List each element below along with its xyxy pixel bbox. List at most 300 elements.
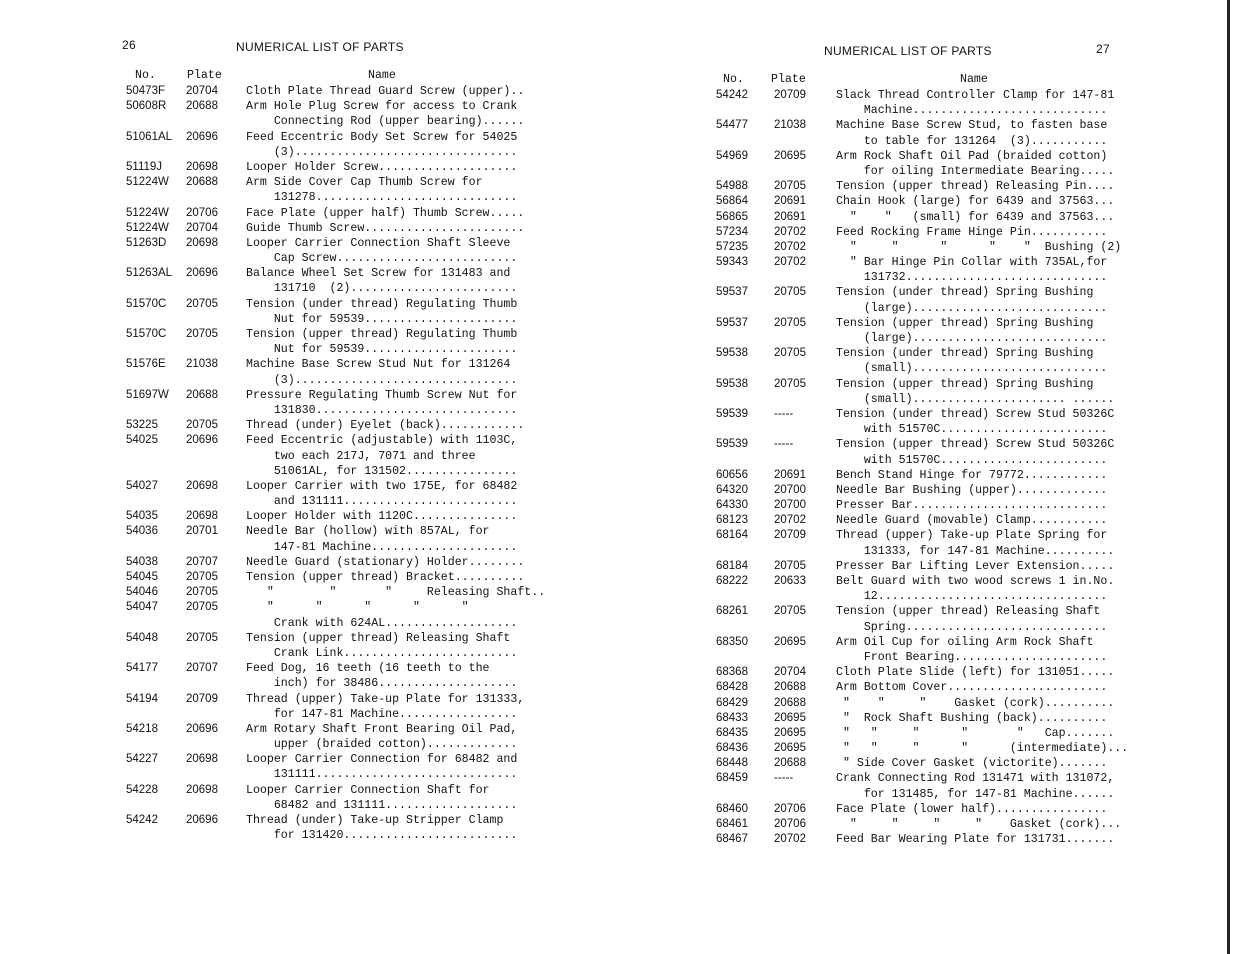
part-name: [246, 783, 526, 813]
part-name-line: Feed Rocking Frame Hinge Pin...........: [836, 225, 1108, 239]
part-row: [716, 802, 1216, 817]
part-name-line: two each 217J, 7071 and three: [246, 449, 476, 463]
part-name-line: 131111.............................: [246, 768, 518, 782]
part-number: 54046: [126, 586, 158, 599]
part-number: 57235: [716, 240, 748, 253]
plate-number: 20688: [186, 176, 218, 189]
plate-number: 20698: [186, 753, 218, 766]
part-number: 54194: [126, 692, 158, 705]
part-name: [836, 832, 1216, 847]
part-name: [246, 509, 526, 524]
part-name: [246, 84, 526, 99]
plate-number: 20702: [774, 240, 806, 253]
part-name: [836, 194, 1216, 209]
part-row: [126, 555, 526, 570]
part-name-line: (3)................................: [246, 373, 518, 387]
plate-number: 20696: [186, 434, 218, 447]
right-page: [620, 0, 1235, 954]
part-row: [126, 752, 526, 782]
part-name: [836, 179, 1216, 194]
part-name: [836, 468, 1216, 483]
part-name: [836, 559, 1216, 574]
plate-number: 20698: [186, 479, 218, 492]
part-row: [126, 631, 526, 661]
part-name: [246, 236, 526, 266]
part-row: [126, 692, 526, 722]
part-number: 54027: [126, 479, 158, 492]
part-name-line: Thread (under) Take-up Stripper Clamp: [246, 814, 504, 827]
part-name: [246, 160, 526, 175]
part-name: [836, 741, 1216, 756]
page-number: 27: [1096, 42, 1110, 56]
part-row: [716, 665, 1216, 680]
part-name-line: " Side Cover Gasket (victorite).......: [836, 757, 1108, 771]
part-name-line: Needle Guard (stationary) Holder........: [246, 555, 525, 569]
part-number: 54038: [126, 555, 158, 568]
part-number: 59539: [716, 407, 748, 420]
part-number: 54242: [716, 89, 748, 101]
part-name-line: for 131420.........................: [246, 829, 518, 843]
part-name-line: 131333, for 147-81 Machine..........: [836, 544, 1115, 558]
part-name-line: Cloth Plate Slide (left) for 131051.....: [836, 666, 1115, 680]
part-row: [126, 570, 526, 585]
part-number: 51224W: [126, 221, 169, 234]
plate-number: 20707: [186, 662, 218, 675]
part-row: [126, 479, 526, 509]
part-name-line: Looper Carrier Connection Shaft for: [246, 783, 490, 797]
part-name: [836, 604, 1216, 634]
part-number: 51224W: [126, 176, 169, 189]
part-number: 51263D: [126, 236, 167, 249]
part-name-line: Looper Holder Screw....................: [246, 160, 518, 174]
part-number: 59537: [716, 286, 748, 299]
part-name: [836, 483, 1216, 498]
part-name-line: Presser Bar Lifting Lever Extension.....: [836, 559, 1115, 573]
part-name: [836, 771, 1216, 801]
part-number: 68184: [716, 559, 748, 572]
part-name-line: for 131485, for 147-81 Machine......: [836, 787, 1115, 801]
plate-number: -----: [774, 438, 794, 451]
part-number: 68459: [716, 772, 748, 785]
part-name-line: " " " Gasket (cork)..........: [836, 696, 1115, 710]
part-name: [246, 433, 526, 479]
plate-number: 20705: [774, 286, 806, 299]
part-number: 54242: [126, 814, 158, 826]
part-name: [246, 175, 526, 205]
part-number: 60656: [716, 468, 748, 481]
part-number: 68368: [716, 666, 748, 679]
plate-number: 20705: [186, 586, 218, 599]
part-number: 51263AL: [126, 267, 173, 280]
part-name-line: Tension (upper thread) Releasing Shaft: [836, 605, 1101, 619]
column-header-plate: Plate: [771, 73, 806, 86]
plate-number: 20696: [186, 267, 218, 280]
part-number: 68435: [716, 726, 748, 739]
part-name-line: Needle Bar (hollow) with 857AL, for: [246, 525, 490, 539]
part-number: 68467: [716, 833, 748, 846]
part-row: [126, 297, 526, 327]
part-number: 54218: [126, 722, 158, 735]
part-name: [246, 479, 526, 509]
part-number: 68164: [716, 529, 748, 542]
page-number: 26: [122, 38, 136, 52]
part-row: [126, 130, 526, 160]
plate-number: 20698: [186, 236, 218, 249]
part-name-line: Tension (upper thread) Releasing Shaft: [246, 631, 511, 645]
plate-number: 20695: [774, 726, 806, 739]
part-row: [716, 377, 1216, 407]
plate-number: 20706: [774, 818, 806, 830]
part-number: 68433: [716, 711, 748, 724]
part-name-line: Pressure Regulating Thumb Screw Nut for: [246, 388, 518, 402]
part-name-line: Slack Thread Controller Clamp for 147-81: [836, 89, 1115, 102]
part-row: [126, 327, 526, 357]
part-name-line: (small)...................... ......: [836, 392, 1115, 406]
part-number: 56864: [716, 195, 748, 208]
page-title: NUMERICAL LIST OF PARTS: [824, 44, 992, 58]
part-name: [836, 240, 1216, 255]
plate-number: 20696: [186, 130, 218, 143]
part-name: [246, 221, 526, 236]
part-row: [716, 316, 1216, 346]
part-row: [716, 468, 1216, 483]
part-name: [246, 524, 526, 554]
part-row: [716, 149, 1216, 179]
part-name: [246, 631, 526, 661]
plate-number: 20695: [774, 711, 806, 724]
part-row: [716, 407, 1216, 437]
part-name: [836, 756, 1216, 771]
part-name: [836, 316, 1216, 346]
page-title: NUMERICAL LIST OF PARTS: [236, 40, 404, 54]
plate-number: 20709: [774, 529, 806, 542]
part-row: [716, 604, 1216, 634]
part-name-line: Tension (upper thread) Spring Bushing: [836, 316, 1094, 330]
plate-number: 20709: [186, 692, 218, 705]
part-name-line: (small)............................: [836, 362, 1108, 376]
part-name: [246, 752, 526, 782]
part-name-line: " " " " (intermediate)...: [836, 742, 1129, 756]
plate-number: 20705: [774, 180, 806, 193]
part-row: [126, 160, 526, 175]
part-row: [716, 498, 1216, 513]
plate-number: 21038: [186, 358, 218, 371]
plate-number: 20705: [186, 601, 218, 614]
part-row: [126, 236, 526, 266]
part-name-line: Looper Carrier with two 175E, for 68482: [246, 479, 518, 493]
part-number: 59538: [716, 347, 748, 360]
part-row: [716, 118, 1216, 148]
column-headers: [716, 72, 1216, 88]
plate-number: 20688: [774, 757, 806, 770]
plate-number: -----: [774, 407, 794, 420]
part-number: 51119J: [126, 160, 163, 173]
part-name: [246, 266, 526, 296]
part-number: 68222: [716, 575, 748, 587]
part-name-line: Arm Hole Plug Screw for access to Crank: [246, 100, 518, 114]
part-name-line: Arm Oil Cup for oiling Arm Rock Shaft: [836, 635, 1094, 649]
part-name-line: Needle Guard (movable) Clamp...........: [836, 514, 1108, 528]
part-name-line: 12.................................: [836, 590, 1108, 604]
part-number: 59538: [716, 377, 748, 390]
plate-number: 20688: [774, 696, 806, 709]
part-name: [246, 600, 526, 630]
part-row: [716, 696, 1216, 711]
plate-number: 21038: [774, 119, 806, 132]
part-number: 54035: [126, 510, 158, 523]
part-number: 54228: [126, 783, 158, 796]
part-row: [126, 266, 526, 296]
part-name: [836, 285, 1216, 315]
part-name: [246, 585, 546, 600]
part-name: [836, 680, 1216, 695]
part-row: [716, 483, 1216, 498]
plate-number: 20702: [774, 833, 806, 846]
part-row: [126, 585, 546, 600]
part-row: [126, 388, 526, 418]
part-number: 68350: [716, 635, 748, 648]
part-name-line: Crank Link.........................: [246, 646, 518, 660]
plate-number: 20695: [774, 742, 806, 755]
part-name: [836, 255, 1216, 285]
column-header-no: No.: [723, 73, 744, 86]
part-name: [246, 206, 526, 221]
part-name-line: (large)............................: [836, 301, 1108, 315]
part-number: 59539: [716, 438, 748, 451]
column-header-plate: Plate: [187, 69, 222, 82]
part-name-line: Face Plate (upper half) Thumb Screw.....: [246, 206, 525, 220]
part-row: [126, 175, 526, 205]
plate-number: 20700: [774, 499, 806, 512]
part-number: 54048: [126, 631, 158, 644]
part-number: 68436: [716, 742, 748, 755]
part-name-line: " " " " Gasket (cork)...: [836, 818, 1122, 831]
part-name-line: 131278.............................: [246, 191, 518, 205]
part-name-line: Machine Base Screw Stud, to fasten base: [836, 119, 1108, 133]
column-header-name: Name: [368, 69, 396, 82]
part-name: [246, 555, 526, 570]
part-name-line: Needle Bar Bushing (upper).............: [836, 483, 1108, 497]
plate-number: 20702: [774, 514, 806, 527]
part-name-line: Looper Carrier Connection Shaft Sleeve: [246, 236, 511, 250]
plate-number: 20706: [186, 206, 218, 219]
part-name: [836, 225, 1216, 240]
part-row: [716, 240, 1216, 255]
plate-number: 20705: [774, 605, 806, 618]
part-number: 53225: [126, 419, 158, 432]
plate-number: 20696: [186, 722, 218, 735]
part-name-line: Balance Wheel Set Screw for 131483 and: [246, 267, 511, 281]
plate-number: 20704: [774, 666, 806, 679]
part-name-line: (3)................................: [246, 145, 518, 159]
part-name-line: 131830.............................: [246, 403, 518, 417]
part-name-line: 51061AL, for 131502................: [246, 464, 518, 478]
part-number: 50473F: [126, 85, 166, 97]
part-name-line: Arm Side Cover Cap Thumb Screw for: [246, 176, 483, 190]
part-row: [716, 255, 1216, 285]
part-name-line: Guide Thumb Screw.......................: [246, 221, 525, 235]
part-name: [836, 210, 1216, 225]
part-name-line: 131732.............................: [836, 271, 1108, 285]
plate-number: 20705: [186, 571, 218, 583]
part-row: [716, 832, 1216, 847]
part-row: [126, 813, 526, 843]
plate-number: 20704: [186, 85, 218, 97]
part-name-line: Arm Rotary Shaft Front Bearing Oil Pad,: [246, 722, 518, 736]
part-number: 51697W: [126, 388, 169, 401]
part-name-line: Thread (upper) Take-up Plate Spring for: [836, 529, 1108, 543]
plate-number: 20633: [774, 575, 806, 587]
plate-number: 20706: [774, 802, 806, 815]
part-name: [836, 346, 1216, 376]
part-name-line: Feed Bar Wearing Plate for 131731.......: [836, 833, 1115, 847]
plate-number: 20707: [186, 555, 218, 568]
part-name: [246, 418, 526, 433]
part-name-line: Tension (upper thread) Bracket..........: [246, 571, 525, 584]
part-name-line: Looper Holder with 1120C...............: [246, 510, 518, 524]
part-name-line: Connecting Rod (upper bearing)......: [246, 115, 525, 129]
plate-number: 20691: [774, 210, 806, 223]
plate-number: 20698: [186, 510, 218, 523]
part-number: 51570C: [126, 297, 167, 310]
part-row: [126, 509, 526, 524]
part-name-line: Tension (under thread) Screw Stud 50326C: [836, 407, 1115, 421]
part-name-line: (large)............................: [836, 332, 1108, 345]
part-name: [246, 570, 526, 585]
part-name-line: Tension (under thread) Spring Bushing: [836, 347, 1094, 361]
part-row: [716, 88, 1216, 118]
part-name-line: Feed Eccentric Body Set Screw for 54025: [246, 130, 518, 144]
part-row: [126, 99, 526, 129]
part-name: [836, 118, 1216, 148]
plate-number: 20698: [186, 160, 218, 173]
plate-number: 20695: [774, 635, 806, 648]
part-name: [246, 130, 526, 160]
part-name: [836, 635, 1216, 665]
part-name: [836, 711, 1216, 726]
part-row: [126, 84, 526, 99]
part-number: 50608R: [126, 100, 167, 113]
part-name: [836, 88, 1216, 118]
part-row: [126, 221, 526, 236]
part-row: [716, 726, 1216, 741]
part-name-line: " " " Releasing Shaft..: [246, 586, 546, 600]
part-number: 51570C: [126, 328, 167, 340]
part-name-line: Face Plate (lower half)................: [836, 802, 1108, 816]
part-name: [836, 726, 1216, 741]
plate-number: 20688: [186, 388, 218, 401]
part-name-line: Spring.............................: [836, 620, 1108, 634]
plate-number: 20705: [186, 328, 218, 340]
part-number: 68461: [716, 818, 748, 830]
part-name-line: Nut for 59539......................: [246, 343, 518, 357]
part-number: 68448: [716, 757, 748, 770]
part-name-line: and 131111.........................: [246, 495, 518, 509]
part-name-line: Belt Guard with two wood screws 1 in.No.: [836, 575, 1115, 588]
part-name-line: " " " " " Bushing (2): [836, 240, 1122, 254]
part-number: 54177: [126, 662, 158, 675]
plate-number: 20704: [186, 221, 218, 234]
part-number: 57234: [716, 225, 748, 238]
part-number: 59343: [716, 256, 748, 269]
part-number: 54969: [716, 149, 748, 162]
part-row: [716, 194, 1216, 209]
part-number: 51224W: [126, 206, 169, 219]
part-name-line: Machine Base Screw Stud Nut for 131264: [246, 358, 511, 372]
part-name: [246, 327, 526, 357]
plate-number: 20705: [774, 377, 806, 390]
part-name: [836, 528, 1216, 558]
part-name-line: Crank with 624AL...................: [246, 616, 518, 630]
part-name-line: with 51570C........................: [836, 423, 1108, 437]
part-name-line: for oiling Intermediate Bearing.....: [836, 164, 1115, 178]
part-name-line: " " " " ": [246, 601, 469, 615]
part-number: 59537: [716, 316, 748, 329]
part-number: 54988: [716, 180, 748, 193]
part-row: [126, 722, 526, 752]
column-header-name: Name: [960, 73, 988, 86]
plate-number: 20691: [774, 468, 806, 481]
plate-number: 20700: [774, 483, 806, 496]
part-name-line: Arm Rock Shaft Oil Pad (braided cotton): [836, 149, 1108, 163]
part-name: [836, 513, 1216, 528]
part-row: [716, 285, 1216, 315]
parts-table: [716, 72, 1216, 847]
part-row: [126, 418, 526, 433]
part-name: [836, 437, 1216, 467]
part-name-line: Thread (under) Eyelet (back)............: [246, 419, 525, 433]
part-number: 54036: [126, 525, 158, 538]
part-name-line: Bench Stand Hinge for 79772............: [836, 468, 1108, 482]
part-row: [716, 346, 1216, 376]
part-name-line: Tension (upper thread) Releasing Pin....: [836, 180, 1115, 194]
column-header-no: No.: [135, 69, 156, 82]
part-number: 64320: [716, 483, 748, 496]
part-name-line: Chain Hook (large) for 6439 and 37563...: [836, 195, 1115, 209]
part-name-line: 68482 and 131111...................: [246, 798, 518, 812]
part-name-line: Presser Bar............................: [836, 499, 1108, 513]
part-row: [126, 783, 526, 813]
part-row: [126, 206, 526, 221]
part-number: 54045: [126, 571, 158, 583]
plate-number: 20702: [774, 256, 806, 269]
part-row: [716, 179, 1216, 194]
part-name-line: Machine............................: [836, 104, 1108, 118]
part-name-line: Nut for 59539......................: [246, 312, 518, 326]
part-row: [716, 210, 1216, 225]
part-number: 68261: [716, 605, 748, 618]
part-row: [716, 711, 1216, 726]
part-name-line: 147-81 Machine.....................: [246, 540, 518, 554]
part-name: [246, 661, 526, 691]
part-row: [126, 524, 526, 554]
part-number: 64330: [716, 499, 748, 512]
part-name-line: Tension (upper thread) Regulating Thumb: [246, 328, 518, 341]
part-name-line: Front Bearing......................: [836, 650, 1108, 664]
plate-number: 20691: [774, 195, 806, 208]
part-name-line: Feed Eccentric (adjustable) with 1103C,: [246, 434, 518, 448]
plate-number: -----: [774, 772, 794, 785]
part-number: 51061AL: [126, 130, 173, 143]
part-name: [246, 297, 526, 327]
plate-number: 20705: [186, 419, 218, 432]
part-row: [716, 574, 1216, 604]
part-name-line: Crank Connecting Rod 131471 with 131072,: [836, 772, 1115, 786]
plate-number: 20698: [186, 783, 218, 796]
part-name-line: Looper Carrier Connection for 68482 and: [246, 753, 518, 767]
plate-number: 20688: [186, 100, 218, 113]
part-name-line: Feed Dog, 16 teeth (16 teeth to the: [246, 662, 490, 676]
